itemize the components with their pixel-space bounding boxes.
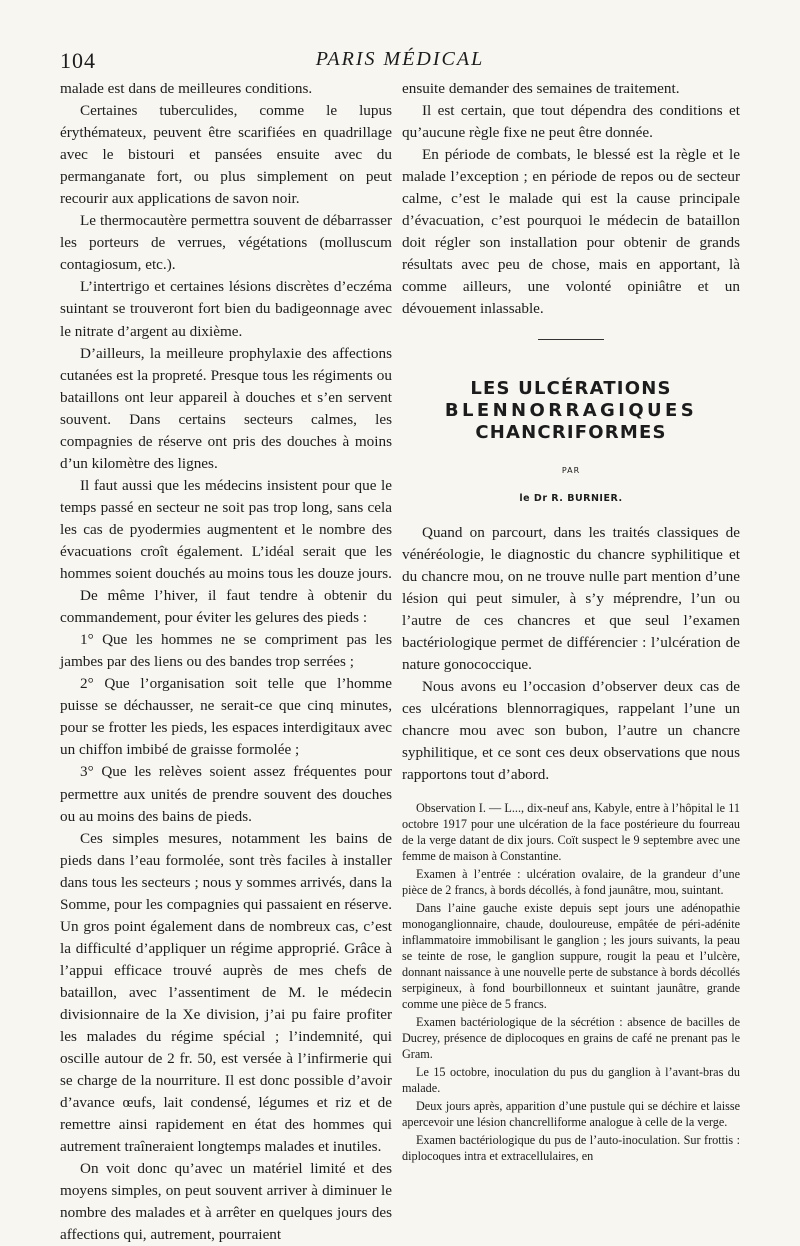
observation-block [402, 800, 740, 1164]
paragraph: En période de combats, le blessé est la règle et le malade l’exception ; en période de repos ou de secteur calme, c’est le malade qui est la cause principale d’évacuation, c’est pourquoi le médecin de bataillon doit régler son installation pour obtenir de grands résultats avec peu de chose, mais en apportant, là comme ailleurs, une volonté opiniâtre et un dévouement inlassable. [402, 146, 740, 318]
title-line: BLENNORRAGIQUES [444, 399, 698, 421]
paragraph: 2° Que l’organisation soit telle que l’homme puisse se déchausser, ne serait-ce que cinq minutes, pour se frotter les pieds, les espaces interdigitaux avec un chiffon imbibé de graisse formolée ; [60, 675, 392, 759]
byline-par: PAR [561, 465, 581, 475]
section-divider [538, 339, 604, 340]
paragraph: D’ailleurs, la meilleure prophylaxie des affections cutanées est la propreté. Presque tous les régiments ou bataillons ont leur appareil à douches et s’en servent souvent. Dans certains secteurs calmes, les compagnies de réserve ont pris des douches à moins d’un kilomètre des lignes. [60, 344, 392, 472]
observation-paragraph: Deux jours après, apparition d’une pustule qui se déchire et laisse apercevoir une lésion chancrelliforme analogue à celle de la verge. [402, 1099, 740, 1130]
observation-paragraph: Examen à l’entrée : ulcération ovalaire, de la grandeur d’une pièce de 2 francs, à bords décollés, à fond jaunâtre, mou, suintant. [402, 867, 740, 898]
paragraph: On voit donc qu’avec un matériel limité et des moyens simples, on peut souvent arriver à diminuer le nombre des malades et à arrêter en quelques jours des affections qui, autrement, pourraient [60, 1160, 392, 1244]
paragraph: Le thermocautère permettra souvent de débarrasser les porteurs de verrues, végétations (molluscum contagiosum, etc.). [60, 212, 392, 274]
paragraph: Il est certain, que tout dépendra des conditions et qu’aucune règle fixe ne peut être donnée. [402, 102, 740, 142]
paragraph: 1° Que les hommes ne se compriment pas les jambes par des liens ou des bandes trop serrées ; [60, 631, 392, 671]
title-line: CHANCRIFORMES [475, 421, 667, 443]
paragraph: malade est dans de meilleures conditions. [60, 80, 313, 97]
page-number: 104 [60, 48, 96, 73]
observation-paragraph: Examen bactériologique de la sécrétion : absence de bacilles de Ducrey, présence de diplocoques en grains de café ne prenant pas le Gram. [402, 1015, 740, 1062]
paragraph: L’intertrigo et certaines lésions discrètes d’eczéma suintant se trouveront fort bien du badigeonnage avec le nitrate d’argent au dixième. [60, 278, 392, 340]
paragraph: ensuite demander des semaines de traitement. [402, 80, 680, 97]
observation-paragraph: Examen bactériologique du pus de l’auto-inoculation. Sur frottis : diplocoques intra et extracellulaires, en [402, 1133, 740, 1164]
paragraph: Ces simples mesures, notamment les bains de pieds dans l’eau formolée, sont très faciles à installer dans tous les secteurs ; nous y sommes arrivés, dans la Somme, pour les compagnies qui passaient en réserve. Un gros point également dans de nombreux cas, c’est la difficulté d’appliquer un régime approprié. Grâce à l’appui efficace trouvé auprès de mes chefs de bataillon, avec l’assentiment de M. le médecin divisionnaire de la Xe division, j’ai pu faire profiter les malades du régime spécial ; l’indemnité, qui oscille autour de 2 fr. 50, est versée à l’infirmerie qui se charge de la nourriture. Il est donc possible d’avoir d’avance œufs, lait condensé, légumes et riz et de remettre ainsi rapidement en état des hommes qui autrement traîneraient longtemps malades et inutiles. [60, 829, 392, 1156]
observation-paragraph: Observation I. — L..., dix-neuf ans, Kabyle, entre à l’hôpital le 11 octobre 1917 pour une ulcération de la face postérieure du fourreau de la verge datant de dix jours. Coït suspect le 9 septembre avec une femme de maison à Constantine. [402, 801, 740, 864]
author-name: le Dr R. BURNIER. [519, 492, 623, 504]
right-column [402, 78, 740, 1166]
title-line: LES ULCÉRATIONS [470, 377, 672, 399]
paragraph: Nous avons eu l’occasion d’observer deux cas de ces ulcérations blennorragiques, rappelant l’une un chancre mou avec son bubon, l’autre un chancre syphilitique, et ce sont ces deux observations que nous rapportons tout d’abord. [402, 677, 740, 784]
paragraph: 3° Que les relèves soient assez fréquentes pour permettre aux unités de prendre souvent des douches ou au moins des bains de pieds. [60, 763, 392, 825]
paragraph: Il faut aussi que les médecins insistent pour que le temps passé en secteur ne soit pas trop long, sans cela les cas de pyodermies augmentent et le nombre des évacuations croît également. L’idéal serait que les hommes soient douchés au moins tous les douze jours. [60, 476, 392, 583]
observation-paragraph: Dans l’aine gauche existe depuis sept jours une adénopathie monoganglionnaire, chaude, douloureuse, empâtée de péri-adénite inflammatoire immobilisant le ganglion ; les jours suivants, la peau se teinte de rose, le ganglion suppure, rougit la peau et l’ulcère, donnant naissance à une nouvelle perte de substance à bords décollés serpigineux, à fond bourbillonneux et suintant jaunâtre, grande comme une pièce de 5 francs. [402, 901, 740, 1012]
article-title [402, 378, 740, 444]
paragraph: De même l’hiver, il faut tendre à obtenir du commandement, pour éviter les gelures des pieds : [60, 587, 392, 627]
paragraph: Quand on parcourt, dans les traités classiques de vénéréologie, le diagnostic du chancre syphilitique et du chancre mou, on ne trouve nulle part mention d’une lésion qui peut simuler, à s’y méprendre, l’un ou l’autre de ces chancres et que seul l’examen bactériologique permet de différencier : l’ulcération de nature gonococcique. [402, 523, 740, 673]
observation-paragraph: Le 15 octobre, inoculation du pus du ganglion à l’avant-bras du malade. [402, 1065, 740, 1096]
journal-title: PARIS MÉDICAL [315, 48, 485, 70]
paragraph: Certaines tuberculides, comme le lupus érythémateux, peuvent être scarifiées en quadrillage avec le bistouri et pansées ensuite avec du permanganate fort, ou plus simplement on peut recourir aux applications de savon noir. [60, 102, 392, 208]
left-column [60, 78, 392, 1246]
page-header [60, 48, 740, 76]
